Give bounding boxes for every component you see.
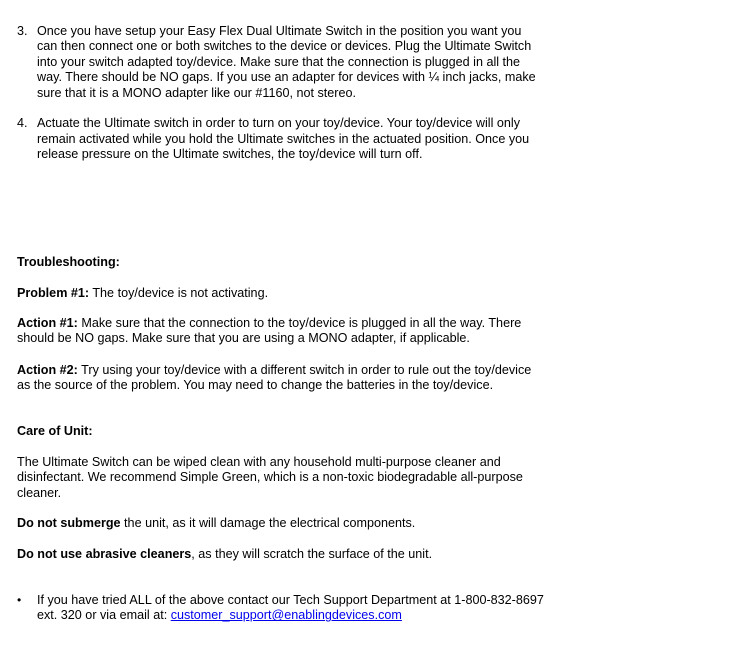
abrasive-label: Do not use abrasive cleaners bbox=[17, 547, 192, 561]
problem-label: Problem #1: bbox=[17, 286, 90, 300]
instruction-steps bbox=[17, 24, 537, 163]
action-1 bbox=[17, 316, 547, 347]
problem-1 bbox=[17, 286, 547, 301]
support-text: If you have tried ALL of the above contact our Tech Support Department at 1-800-832-8697 ext. 320 or via email at: bbox=[37, 593, 544, 623]
action-2 bbox=[17, 363, 547, 394]
step-4 bbox=[17, 116, 537, 162]
step-number: 3. bbox=[17, 24, 28, 38]
problem-text: The toy/device is not activating. bbox=[89, 286, 269, 300]
care-abrasive bbox=[17, 547, 547, 562]
step-text: Actuate the Ultimate switch in order to turn on your toy/device. Your toy/device will only remain activated while you hold the Ultimate switches in the actuated position. Once you release pressure on the Ultimate switches, the toy/device will turn off. bbox=[37, 116, 530, 162]
care-body: The Ultimate Switch can be wiped clean with any household multi-purpose cleaner and disinfectant. We recommend Simple Green, which is a non-toxic biodegradable all-purpose cleaner. bbox=[17, 455, 523, 500]
bullet-icon: • bbox=[17, 593, 22, 607]
step-text: Once you have setup your Easy Flex Dual Ultimate Switch in the position you want you can then connect one or both switches to the device or devices. Plug the Ultimate Switch into your switch adapted toy/device. Make sure that the connection is plugged in all the way. There should be NO gaps. If you use an adapter for devices with ¼ inch jacks, make sure that it is a MONO adapter like our #1160, not stereo. bbox=[37, 24, 536, 100]
support-email-link[interactable]: customer_support@enablingdevices.com bbox=[170, 608, 402, 623]
action-1-text: Make sure that the connection to the toy/device is plugged in all the way. There should be NO gaps. Make sure that you are using a MONO adapter, if applicable. bbox=[17, 316, 522, 346]
step-3 bbox=[17, 24, 537, 101]
abrasive-text: , as they will scratch the surface of the unit. bbox=[191, 547, 433, 561]
care-heading: Care of Unit: bbox=[17, 424, 93, 438]
troubleshooting-heading: Troubleshooting: bbox=[17, 255, 120, 269]
action-2-text: Try using your toy/device with a different switch in order to rule out the toy/device as the source of the problem. You may need to change the batteries in the toy/device. bbox=[17, 363, 532, 393]
action-2-label: Action #2: bbox=[17, 363, 78, 377]
step-number: 4. bbox=[17, 116, 28, 131]
submerge-label: Do not submerge bbox=[17, 516, 121, 530]
action-1-label: Action #1: bbox=[17, 316, 78, 330]
support-bullet-item bbox=[17, 593, 552, 624]
care-submerge bbox=[17, 516, 547, 531]
submerge-text: the unit, as it will damage the electrical components. bbox=[120, 516, 416, 530]
